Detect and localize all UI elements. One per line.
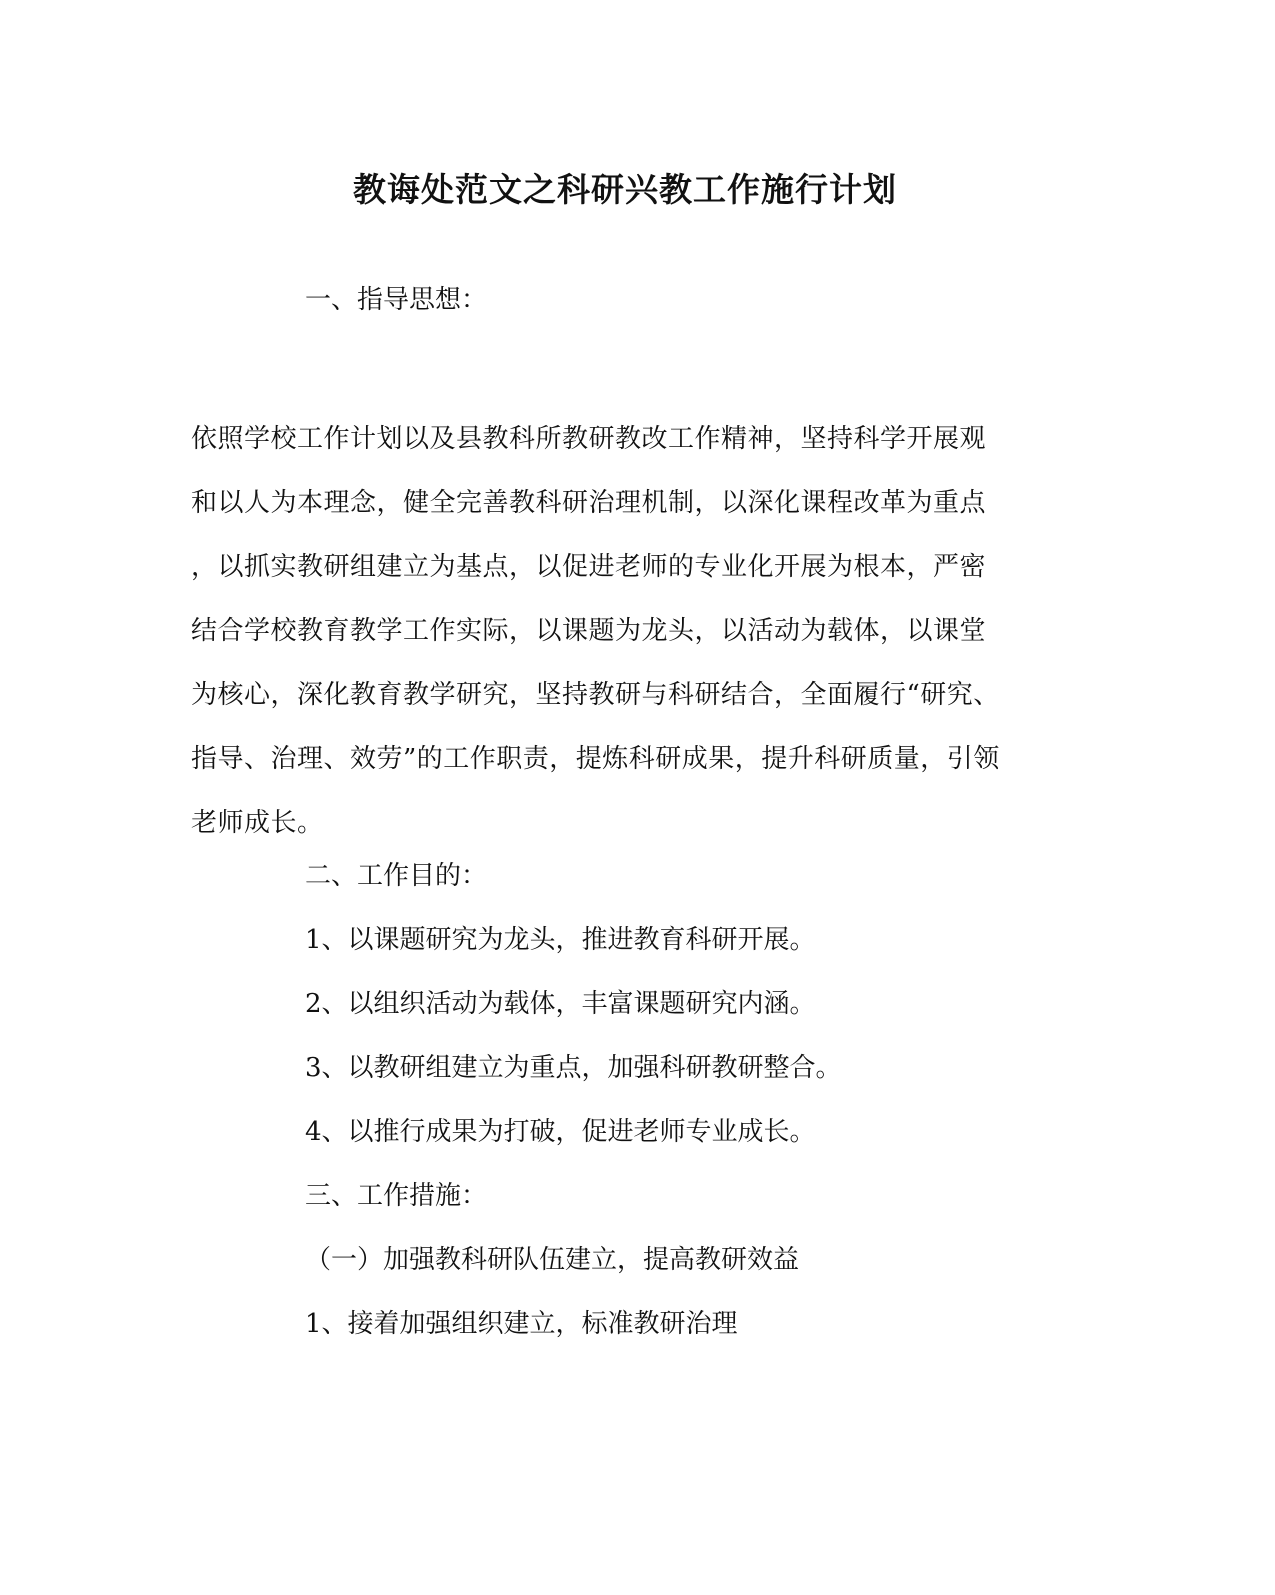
guiding-ideology-paragraph — [191, 407, 1071, 855]
section-2-heading: 二、工作目的： — [305, 861, 488, 891]
paragraph-line: 结合学校教育教学工作实际，以课题为龙头，以活动为载体，以课堂 — [191, 616, 987, 646]
paragraph-line: 老师成长。 — [191, 808, 324, 838]
paragraph-line: 为核心，深化教育教学研究，坚持教研与科研结合，全面履行“研究、 — [191, 680, 1000, 710]
goal-item-3: 3、以教研组建立为重点，加强科研教研整合。 — [305, 1053, 842, 1083]
goal-item-4: 4、以推行成果为打破，促进老师专业成长。 — [305, 1117, 816, 1147]
goal-item-2: 2、以组织活动为载体，丰富课题研究内涵。 — [305, 989, 816, 1019]
paragraph-line: ，以抓实教研组建立为基点，以促进老师的专业化开展为根本，严密 — [191, 552, 987, 582]
paragraph-line: 和以人为本理念，健全完善教科研治理机制，以深化课程改革为重点 — [191, 488, 987, 518]
goal-item-1: 1、以课题研究为龙头，推进教育科研开展。 — [305, 925, 816, 955]
subsection-1-heading: （一）加强教科研队伍建立，提高教研效益 — [305, 1245, 800, 1275]
paragraph-line: 指导、治理、效劳”的工作职责，提炼科研成果，提升科研质量，引领 — [191, 744, 1000, 774]
section-1-heading: 一、指导思想： — [305, 285, 488, 315]
document-title: 教诲处范文之科研兴教工作施行计划 — [353, 170, 897, 209]
measure-item-1: 1、接着加强组织建立，标准教研治理 — [305, 1309, 738, 1339]
paragraph-line: 依照学校工作计划以及县教科所教研教改工作精神，坚持科学开展观 — [191, 424, 987, 454]
section-3-heading: 三、工作措施： — [305, 1181, 488, 1211]
